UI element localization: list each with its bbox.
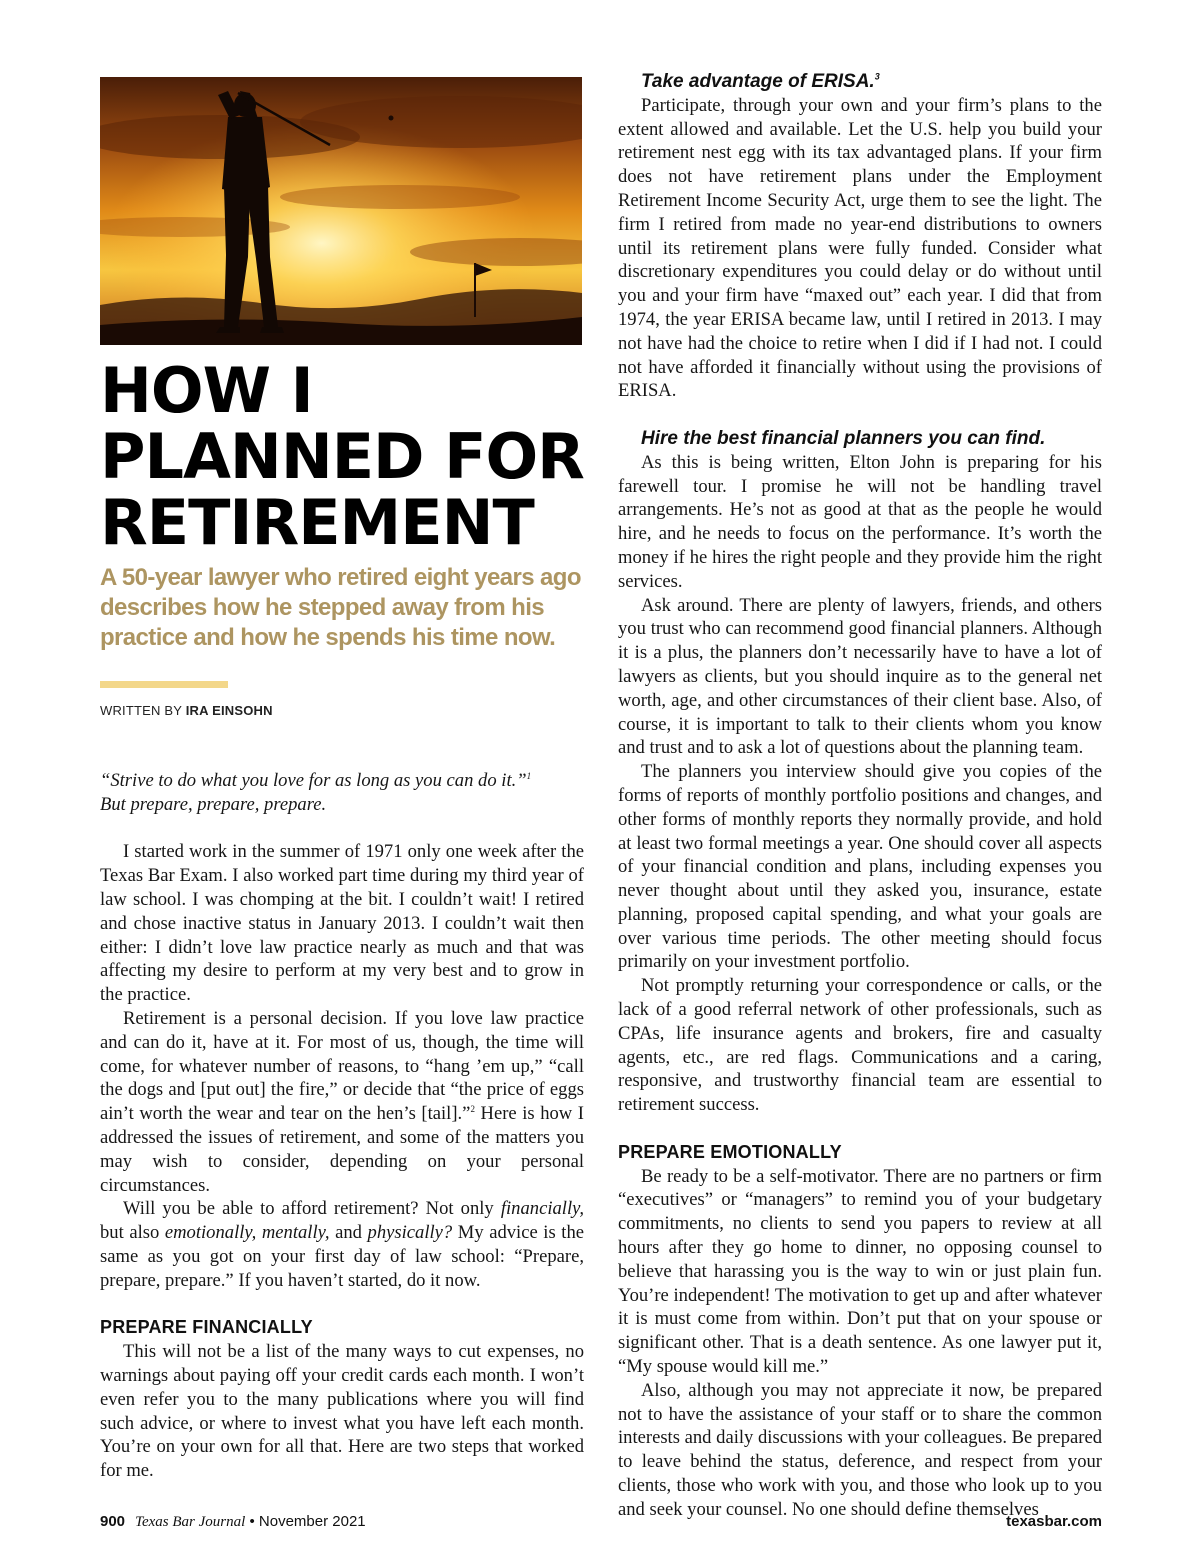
subheading-erisa: Take advantage of ERISA.$^3$ [641, 71, 880, 92]
paragraph: Retirement is a personal decision. If you love law practice and can do it, have at it. For most of us, though, the time will come, for whatever number of reasons, to “hang ’em up,” “call the dogs and [put out] the fire,” or decide that “the price of eggs ain’t worth the wear and tear on the hen’s [tail].”$^2$ Here is how I addressed the issues of retirement, and some of the matters you may wish to consider, depending on your personal circumstances. [100, 1007, 584, 1196]
website-link[interactable]: texasbar.com [1006, 1513, 1102, 1530]
journal-name: Texas Bar Journal [135, 1514, 246, 1530]
right-column [618, 70, 1102, 1522]
headline-line-3: RETIREMENT [100, 486, 534, 559]
paragraph: This will not be a list of the many ways to cut expenses, no warnings about paying off your credit cards each month. I won’t even refer you to the many publications where you will find such advice, or where to invest what you have left each month. You’re on your own for all that. Here are two steps that worked for me. [100, 1341, 584, 1482]
byline [100, 703, 273, 718]
paragraph: The planners you interview should give you copies of the forms of reports of monthly portfolio positions and changes, and other forms of monthly reports they normally provide, and hold at least two formal meetings a year. One should cover all aspects of your financial condition and plans, including expenses you never thought about until they asked you, insurance, estate planning, proposed capital spending, and what your goals are over various time periods. The other meeting should focus primarily on your investment portfolio. [618, 761, 1102, 973]
headline-line-2: PLANNED FOR [100, 420, 584, 493]
section-heading-emotionally: PREPARE EMOTIONALLY [618, 1141, 842, 1162]
page-footer [100, 1513, 366, 1531]
paragraph: Be ready to be a self-motivator. There are no partners or firm “executives” or “managers” to remind you of your budgetary commitments, no clients to send you papers to review at all hours after they go home to dinner, no opposing counsel to believe that harassing you is the way to win or just plain fun. You’re independent! The motivation to get up and after whatever it is must come from within. Don’t put that on your spouse or significant other. That is a death sentence. As one lawyer put it, “My spouse would kill me.” [618, 1165, 1102, 1378]
epigraph [100, 769, 584, 817]
paragraph: As this is being written, Elton John is preparing for his farewell tour. I promise he will not be handling travel arrangements. He’s not as good at that as the people he would hire, and he needs to focus on the performance. It’s worth the money if he hires the right people and they provide him the right services. [618, 451, 1102, 592]
paragraph: Ask around. There are plenty of lawyers, friends, and others you trust who can recommend good financial planners. Although it is a plus, the planners don’t necessarily have to have a lot of lawyers as clients, but you should inquire as to the general net worth, age, and other circumstances of their client base. Also, of course, it is important to talk to their clients whom you know and trust and to ask a lot of questions about the planning team. [618, 594, 1102, 759]
paragraph: Not promptly returning your correspondence or calls, or the lack of a good referral network of other professionals, such as CPAs, life insurance agents and brokers, fire and casualty agents, etc., are red flags. Communications and a caring, responsive, and trustworthy financial team are essential to retirement success. [618, 975, 1102, 1116]
paragraph: I started work in the summer of 1971 only one week after the Texas Bar Exam. I also worked part time during my third year of law school. I was chomping at the bit. I couldn’t wait! I retired and chose inactive status in January 2013. I couldn’t wait then either: I didn’t love law practice nearly as much and that was affecting my desire to perform at my very best and to grow in the practice. [100, 841, 584, 1006]
epigraph-line-2: But prepare, prepare, prepare. [100, 793, 327, 815]
headline-line-1: HOW I [100, 354, 313, 427]
subheading-planners: Hire the best financial planners you can find. [641, 427, 1046, 449]
article-headline [100, 354, 590, 559]
footer-separator: • [245, 1513, 259, 1530]
byline-author: IRA EINSOHN [185, 703, 273, 718]
paragraph: Also, although you may not appreciate it now, be prepared not to have the assistance of your staff or to share the common interests and daily discussions with your colleagues. Be prepared to leave behind the status, deference, and respect from your clients, those who work with you, and those who look up to you and seek your counsel. No one should define themselves [618, 1379, 1102, 1520]
article-deck: A 50-year lawyer who retired eight years ago describes how he stepped away from his practice and how he spends his time now. [100, 564, 581, 651]
section-heading-financially: PREPARE FINANCIALLY [100, 1317, 313, 1338]
footnote-ref-3: 3 [874, 71, 880, 82]
byline-prefix: WRITTEN BY [100, 703, 182, 718]
issue-date: November 2021 [258, 1513, 366, 1530]
footnote-ref-1: 1 [526, 770, 532, 781]
paragraph: Participate, through your own and your firm’s plans to the extent allowed and available. Let the U.S. help you build your retirement nest egg with its tax advantaged plans. If your firm does not have retirement plans under the Employment Retirement Income Security Act, urge them to see the light. The firm I retired from made no year-end distributions to owners until its retirement plans were fully funded. Consider what discretionary expenditures you could delay or do without until you and your firm have “maxed out” each year. I did that from 1974, the year ERISA became law, until I retired in 2013. I may not have had the choice to retire when I did if I had not. I could not have afforded it financially without using the provisions of ERISA. [618, 94, 1102, 402]
deck-divider [100, 681, 228, 688]
paragraph: Will you be able to afford retirement? Not only financially, but also emotionally, mentally, and physically? My advice is the same as you got on your first day of law school: “Prepare, prepare, prepare.” If you haven’t started, do it now. [100, 1198, 585, 1291]
footnote-ref-2: 2 [470, 1103, 475, 1114]
hero-golfer-image [100, 77, 582, 345]
left-column [100, 769, 584, 1483]
page-number: 900 [100, 1513, 126, 1530]
golfer-sunset-icon [100, 77, 582, 345]
epigraph-quote: “Strive to do what you love for as long as you can do it.” [100, 770, 527, 791]
